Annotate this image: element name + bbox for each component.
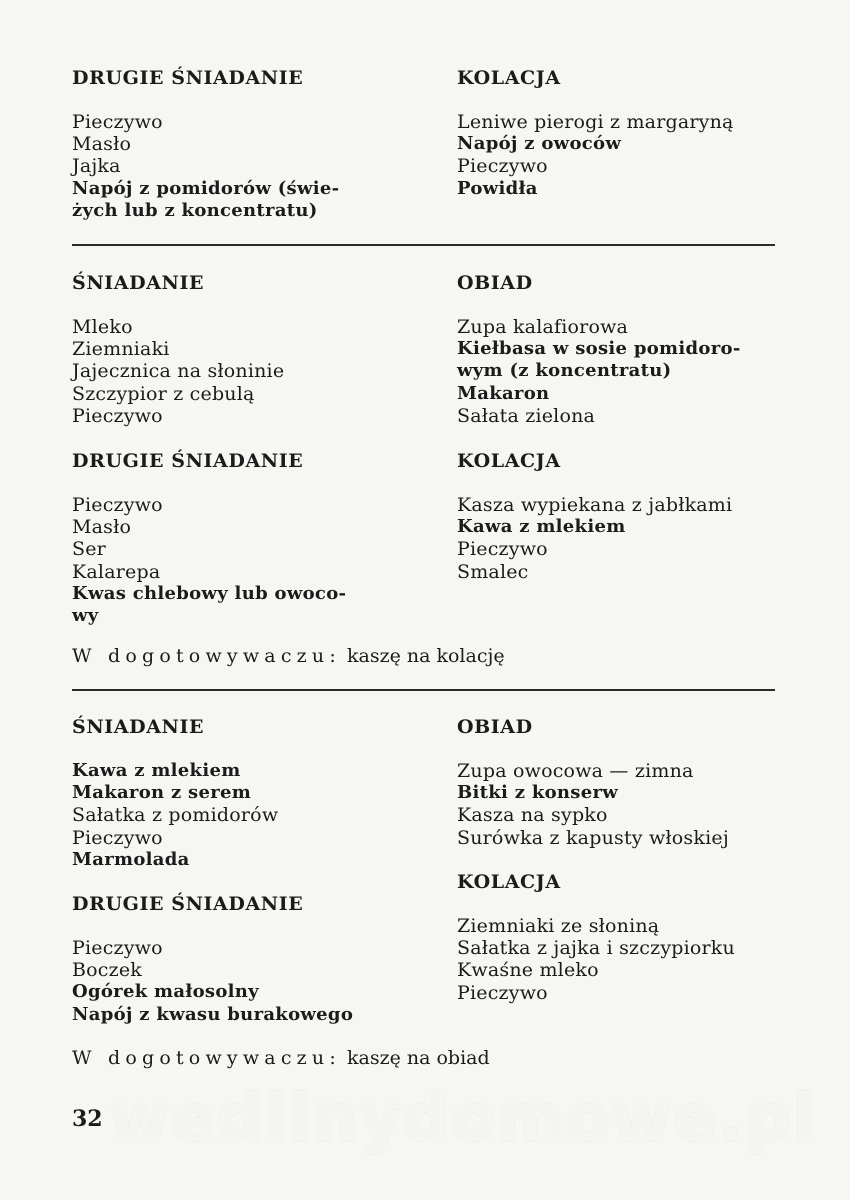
meal-drugie-sniadanie [72, 893, 432, 1026]
menu-item: Marmolada [72, 848, 190, 870]
menu-item: Kalarepa [72, 560, 161, 583]
meal-items [457, 915, 787, 1004]
meal-heading: KOLACJA [457, 450, 561, 472]
meal-drugie-sniadanie [72, 67, 402, 222]
menu-item: Napój z pomidorów (świe- [72, 177, 340, 199]
page-number: 32 [72, 1106, 103, 1132]
meal-heading: DRUGIE ŚNIADANIE [72, 893, 304, 915]
meal-items [72, 494, 402, 627]
menu-item: Ogórek małosolny [72, 981, 259, 1003]
watermark: wedlinydomowe.pl [110, 1082, 817, 1156]
meal-items [457, 111, 787, 200]
menu-item: Surówka z kapusty włoskiej [457, 826, 729, 849]
meal-items [72, 111, 402, 222]
menu-item: Ziemniaki ze słoniną [457, 915, 660, 937]
menu-item: Mleko [72, 316, 133, 338]
menu-item: Boczek [72, 959, 143, 982]
menu-item: Kiełbasa w sosie pomidoro- [457, 338, 741, 360]
meal-heading: OBIAD [457, 272, 533, 294]
menu-item: Kasza wypiekana z jabłkami [457, 494, 733, 516]
meal-kolacja [457, 450, 787, 583]
menu-item: Kawa z mlekiem [457, 516, 626, 538]
meal-items [457, 316, 787, 427]
meal-heading: OBIAD [457, 716, 533, 738]
menu-item: Leniwe pierogi z margaryną [457, 111, 734, 133]
menu-item: Zupa owocowa — zimna [457, 760, 694, 782]
menu-item: Makaron z serem [72, 782, 252, 804]
menu-item: Jajecznica na słoninie [72, 360, 285, 383]
meal-obiad [457, 272, 787, 427]
menu-item: Sałata zielona [457, 404, 596, 427]
menu-item: Szczypior z cebulą [72, 382, 255, 405]
menu-item: Napój z kwasu burakowego [72, 1003, 354, 1025]
section-divider [72, 689, 775, 691]
meal-heading: ŚNIADANIE [72, 716, 205, 738]
menu-item: Powidła [457, 177, 538, 199]
dogotowywacz-note [72, 1047, 490, 1069]
menu-item: Pieczywo [457, 981, 548, 1004]
menu-item: wym (z koncentratu) [457, 360, 672, 382]
meal-kolacja [457, 871, 787, 1004]
menu-item: wy [72, 605, 99, 627]
menu-item: Masło [72, 516, 132, 539]
menu-item: Smalec [457, 560, 529, 583]
meal-heading: ŚNIADANIE [72, 272, 205, 294]
menu-item: Makaron [457, 382, 550, 404]
menu-item: Pieczywo [72, 826, 163, 849]
menu-item: Ziemniaki [72, 338, 170, 361]
menu-item: Sałatka z jajka i szczypiorku [457, 937, 735, 960]
meal-items [72, 937, 432, 1026]
note-text: kaszę na obiad [346, 1047, 490, 1069]
menu-item: Pieczywo [72, 111, 163, 133]
meal-items [72, 760, 402, 871]
meal-obiad [457, 716, 787, 849]
dogotowywacz-note [72, 645, 505, 667]
menu-day-1 [72, 67, 778, 227]
menu-item: Pieczywo [72, 404, 163, 427]
note-label: W dogotowywaczu: [72, 1047, 341, 1069]
menu-item: Jajka [72, 155, 121, 178]
menu-day-2 [72, 272, 778, 632]
meal-items [457, 494, 787, 583]
menu-item: Sałatka z pomidorów [72, 804, 279, 827]
meal-sniadanie [72, 716, 402, 871]
menu-item: Pieczywo [457, 538, 548, 561]
menu-item: Masło [72, 133, 132, 156]
menu-item: Napój z owoców [457, 133, 622, 155]
meal-items [457, 760, 787, 849]
menu-item: Pieczywo [72, 494, 163, 516]
meal-sniadanie [72, 272, 402, 427]
menu-item: Ser [72, 538, 106, 561]
menu-day-3 [72, 716, 778, 1036]
note-text: kaszę na kolację [346, 645, 505, 667]
meal-heading: KOLACJA [457, 67, 561, 89]
menu-item: Zupa kalafiorowa [457, 316, 629, 338]
meal-items [72, 316, 402, 427]
menu-item: Kwas chlebowy lub owoco- [72, 582, 347, 604]
menu-item: Pieczywo [72, 937, 163, 959]
menu-item: Kwaśne mleko [457, 959, 599, 982]
meal-heading: KOLACJA [457, 871, 561, 893]
meal-heading: DRUGIE ŚNIADANIE [72, 67, 304, 89]
meal-drugie-sniadanie [72, 450, 402, 627]
section-divider [72, 244, 775, 246]
meal-heading: DRUGIE ŚNIADANIE [72, 450, 304, 472]
meal-kolacja [457, 67, 787, 200]
menu-item: Bitki z konserw [457, 782, 619, 804]
menu-item: Pieczywo [457, 155, 548, 178]
menu-item: żych lub z koncentratu) [72, 199, 318, 221]
menu-item: Kasza na sypko [457, 804, 608, 827]
menu-item: Kawa z mlekiem [72, 760, 241, 781]
note-label: W dogotowywaczu: [72, 645, 341, 667]
